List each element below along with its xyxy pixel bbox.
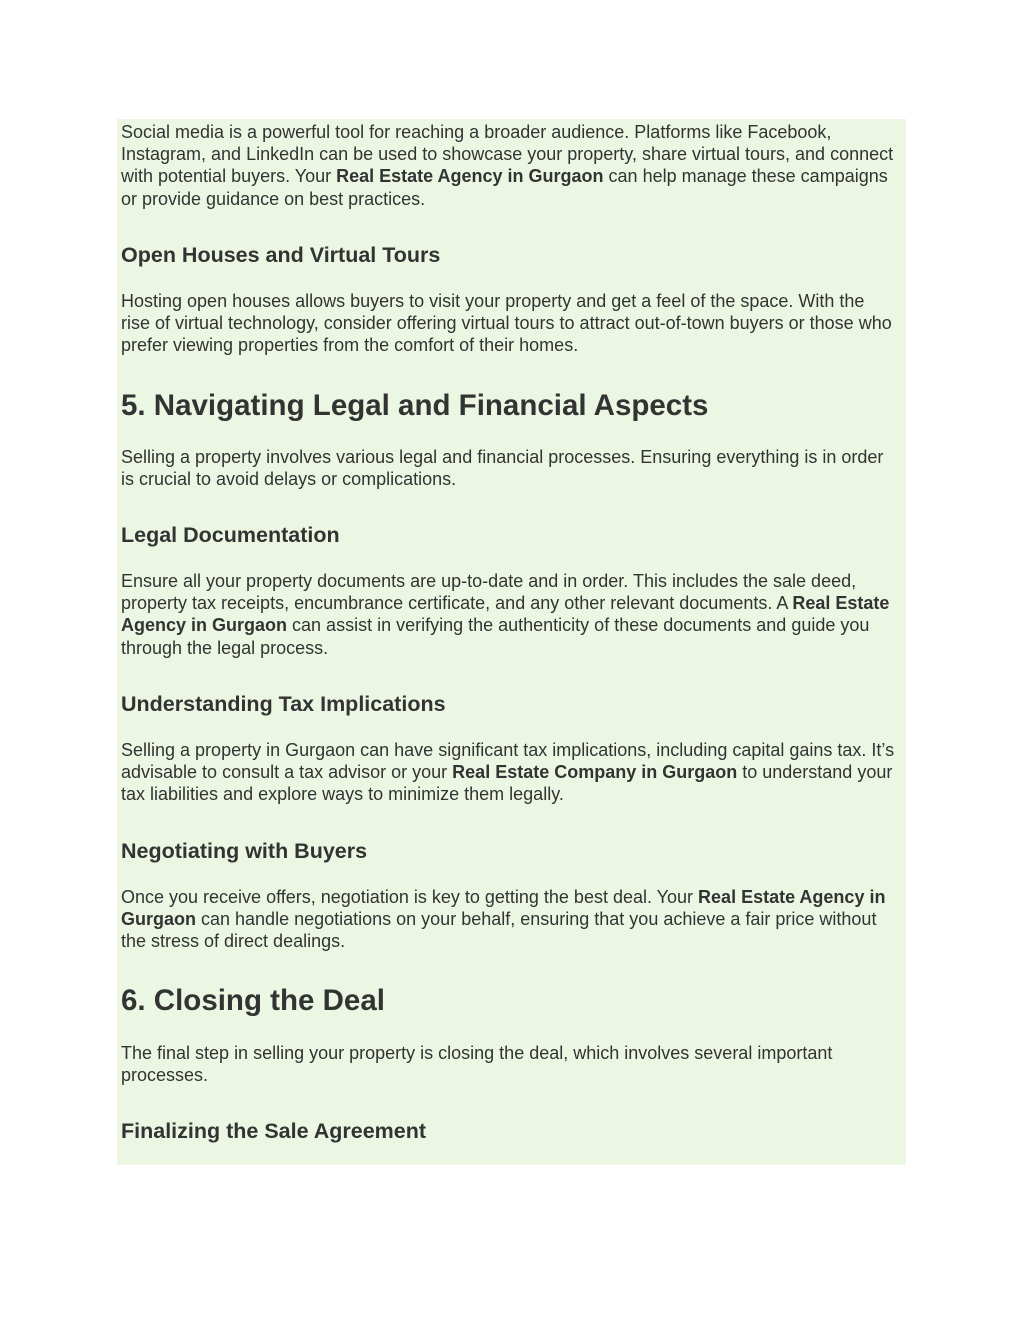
sale-agreement-heading: Finalizing the Sale Agreement (121, 1119, 427, 1143)
legal-text-2: can assist in verifying the authenticity of these documents and guide you through the legal process. (121, 615, 870, 658)
open-houses-paragraph: Hosting open houses allows buyers to visit your property and get a feel of the space. With the rise of virtual technology, consider offering virtual tours to attract out-of-town buyers or those who prefer viewing properties from the comfort of their homes. (121, 291, 892, 356)
legal-documentation-paragraph (121, 570, 896, 659)
legal-documentation-heading: Legal Documentation (121, 523, 340, 547)
intro-text-2: can help manage these campaigns or provide guidance on best practices. (121, 166, 888, 209)
negotiating-text-1: Once you receive offers, negotiation is key to getting the best deal. Your (121, 887, 699, 907)
section-5-paragraph: Selling a property involves various legal and financial processes. Ensuring everything is in order is crucial to avoid delays or complications. (121, 447, 884, 490)
tax-text-1: Selling a property in Gurgaon can have significant tax implications, including capital gains tax. It’s advisable to consult a tax advisor or your (121, 740, 895, 783)
intro-text-1: Social media is a powerful tool for reaching a broader audience. Platforms like Facebook, Instagram, and LinkedIn can be used to showcase your property, share virtual tours, and connect with potential buyers. Your (121, 122, 894, 187)
legal-text-1: Ensure all your property documents are up-to-date and in order. This includes the sale deed, property tax receipts, encumbrance certificate, and any other relevant documents. A (121, 571, 857, 614)
tax-implications-heading: Understanding Tax Implications (121, 692, 446, 716)
intro-bold-agency: Real Estate Agency in Gurgaon (336, 166, 604, 187)
tax-implications-paragraph (121, 739, 896, 806)
negotiating-heading: Negotiating with Buyers (121, 839, 368, 863)
legal-bold-agency: Real Estate Agency in Gurgaon (121, 593, 890, 636)
tax-bold-company: Real Estate Company in Gurgaon (452, 762, 738, 783)
negotiating-bold-agency: Real Estate Agency in Gurgaon (121, 887, 886, 930)
section-5-heading: 5. Navigating Legal and Financial Aspects (121, 389, 709, 422)
negotiating-paragraph (121, 886, 896, 953)
document-page (117, 119, 906, 1165)
open-houses-heading: Open Houses and Virtual Tours (121, 243, 441, 267)
section-6-paragraph: The final step in selling your property is closing the deal, which involves several important processes. (121, 1043, 833, 1086)
intro-paragraph (121, 121, 896, 210)
section-6-heading: 6. Closing the Deal (121, 984, 385, 1017)
negotiating-text-2: can handle negotiations on your behalf, ensuring that you achieve a fair price without the stress of direct dealings. (121, 909, 877, 952)
tax-text-2: to understand your tax liabilities and explore ways to minimize them legally. (121, 762, 893, 805)
